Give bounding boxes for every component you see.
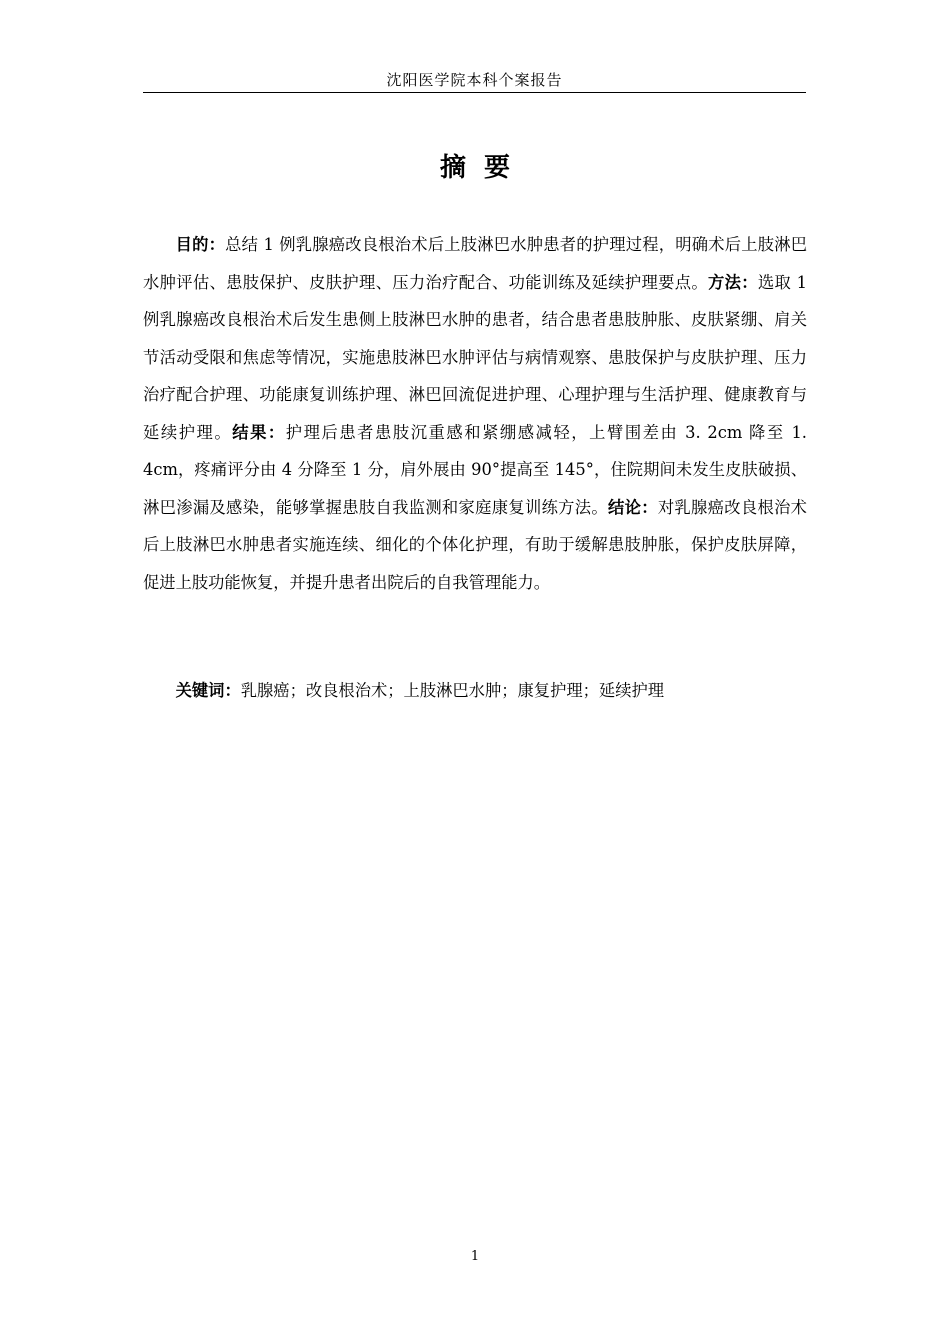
conclusion-label: 结论： xyxy=(608,497,658,517)
running-header xyxy=(143,70,806,93)
page-number: 1 xyxy=(470,1249,480,1264)
method-label: 方法： xyxy=(708,272,758,292)
result-text: 护理后患者患肢沉重感和紧绷感减轻，上臂围差由 3. 2cm 降至 1. 4cm，疼痛评分由 4 分降至 1 分，肩外展由 90°提高至 145°，住院期间未发生皮肤破损、淋巴渗漏及感染，能够掌握患肢自我监测和家庭康复训练方法。 xyxy=(143,422,807,517)
method-text: 选取 1 例乳腺癌改良根治术后发生患侧上肢淋巴水肿的患者，结合患者患肢肿胀、皮肤紧绷、肩关节活动受限和焦虑等情况，实施患肢淋巴水肿评估与病情观察、患肢保护与皮肤护理、压力治疗配合护理、功能康复训练护理、淋巴回流促进护理、心理护理与生活护理、健康教育与延续护理。 xyxy=(143,272,807,442)
objective-label: 目的： xyxy=(175,235,226,254)
header-text: 沈阳医学院本科个案报告 xyxy=(386,71,563,89)
abstract-title: 摘 要 xyxy=(439,153,511,183)
keywords-label: 关键词： xyxy=(175,681,241,700)
abstract-body xyxy=(143,226,807,601)
keywords-line xyxy=(143,672,807,710)
keywords-text: 乳腺癌；改良根治术；上肢淋巴水肿；康复护理；延续护理 xyxy=(240,681,665,700)
objective-text: 总结 1 例乳腺癌改良根治术后上肢淋巴水肿患者的护理过程，明确术后上肢淋巴水肿评估、患肢保护、皮肤护理、压力治疗配合、功能训练及延续护理要点。 xyxy=(143,235,807,292)
result-label: 结果： xyxy=(232,422,286,442)
conclusion-text: 对乳腺癌改良根治术后上肢淋巴水肿患者实施连续、细化的个体化护理，有助于缓解患肢肿胀，保护皮肤屏障，促进上肢功能恢复，并提升患者出院后的自我管理能力。 xyxy=(143,497,807,592)
